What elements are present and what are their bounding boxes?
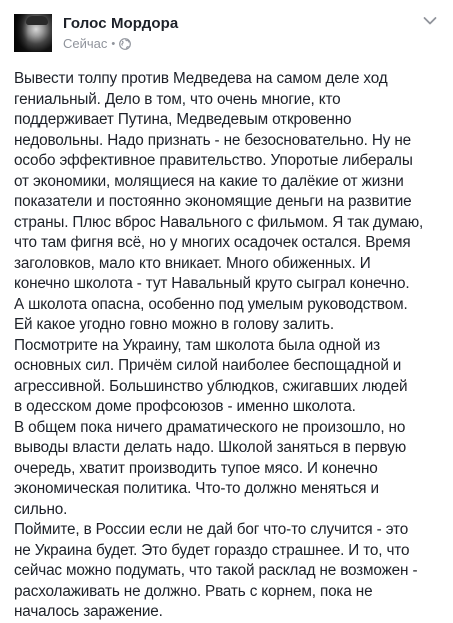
post-text-line: основных сил. Причём силой наиболее беспощадной и [14, 357, 402, 374]
post-text-line: поддерживает Путина, Медведевым откровенно [14, 111, 352, 128]
post-text-line: не Украина будет. Это будет гораздо страшнее. И то, что [14, 541, 410, 559]
post-body [14, 69, 444, 623]
post-text-line: началось заражение. [14, 603, 163, 620]
post-text-line: Вывести толпу против Медведева на самом деле ход [14, 70, 388, 87]
avatar[interactable] [14, 14, 52, 52]
post-text-line: А школота опасна, особенно под умелым руководством. [14, 295, 408, 313]
post-text-line: выводы власти делать надо. Школой заняться в первую [14, 439, 407, 456]
globe-icon[interactable] [119, 38, 131, 50]
post-text-line: недовольны. Надо признать - не безосновательно. Ну не [14, 131, 411, 149]
post-meta [63, 15, 178, 52]
post-text-line: что там фигня всё, но у многих осадочек остался. Время [14, 234, 411, 251]
separator-dot: • [111, 38, 116, 50]
post-text-line: гениальный. Дело в том, что очень многие, кто [14, 90, 341, 108]
post-text-line: конечно школота - тут Навальный круто сыграл конечно. [14, 275, 410, 292]
post-text-line: показатели и постоянно экономящие деньги на развитие [14, 193, 412, 210]
post-text-line: заголовков, мало кто вникает. Много обиженных. И [14, 254, 371, 272]
post-text-line: В общем пока ничего драматического не произошло, но [14, 418, 406, 436]
avatar-hair [26, 16, 48, 25]
chevron-down-icon[interactable] [423, 16, 437, 26]
post-subline [63, 36, 178, 52]
page-name[interactable]: Голос Мордора [63, 15, 179, 32]
post-header [14, 14, 178, 52]
post-text-line: экономическая политика. Что-то должно меняться и [14, 480, 379, 497]
post-text-line: сильно. [14, 500, 68, 518]
post-text-line: Посмотрите на Украину, там школота была одной из [14, 336, 380, 354]
post-text-line: страны. Плюс вброс Навального с фильмом. Я так думаю, [14, 213, 424, 231]
post-text-line: в одесском доме профсоюзов - именно школота. [14, 398, 356, 415]
post-text-line: Поймите, в России если не дай бог что-то случится - это [14, 521, 409, 538]
post-text-line: расхолаживать не должно. Рвать с корнем, пока не [14, 582, 373, 600]
timestamp[interactable]: Сейчас [63, 36, 108, 51]
post-text-line: особо эффективное правительство. Упоротые либералы [14, 152, 413, 169]
post-text-line: от экономики, молящиеся на какие то далёкие от жизни [14, 172, 404, 190]
post-text-line: сейчас можно подумать, что такой расклад не возможен - [14, 562, 418, 579]
post-text-line: очередь, хватит производить тупое мясо. И конечно [14, 459, 378, 477]
post-text-line: агрессивной. Большинство ублюдков, сжигавших людей [14, 377, 408, 395]
post-text-line: Ей какое угодно говно можно в голову залить. [14, 316, 334, 333]
